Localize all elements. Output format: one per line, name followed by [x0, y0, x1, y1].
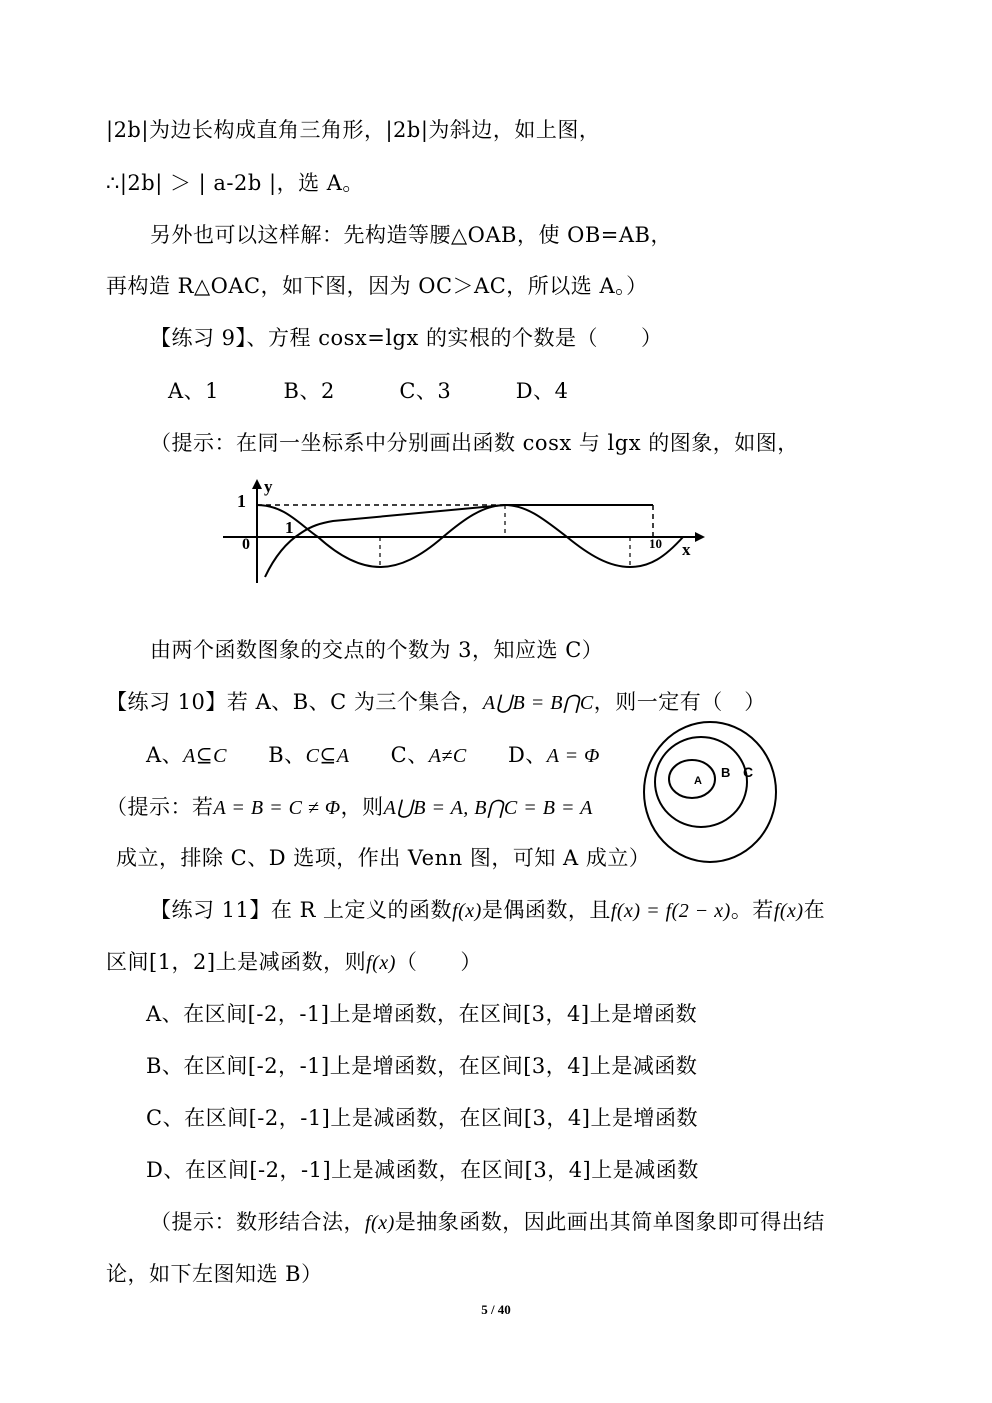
exercise-11-hint-continued: 论，如下左图知选 B） [106, 1262, 323, 1286]
cos-lg-graph [215, 475, 705, 590]
origin-label: 0 [242, 536, 250, 553]
exercise-11-option-d: D、在区间[-2，-1]上是减函数，在区间[3，4]上是减函数 [146, 1158, 699, 1182]
exercise-10-hint-a: （提示：若 [106, 795, 214, 819]
exercise-11-option-b: B、在区间[-2，-1]上是增函数，在区间[3，4]上是减函数 [146, 1054, 698, 1078]
exercise-11-text-a: 【练习 11】在 R 上定义的函数 [150, 898, 453, 922]
ten-label: 10 [649, 536, 662, 551]
exercise-9-hint: （提示：在同一坐标系中分别画出函数 cosx 与 lgx 的图象，如图， [150, 431, 799, 455]
exercise-10-option-b: C⊆A [305, 745, 350, 767]
venn-diagram [640, 720, 780, 865]
venn-label-a: A [694, 775, 702, 787]
exercise-11-text-f: （ ） [395, 950, 482, 974]
exercise-10-option-c-label: C、 [390, 743, 429, 767]
exercise-10-text-b: ，则一定有（ ） [593, 690, 766, 714]
exercise-10-option-c: A≠C [428, 745, 467, 767]
exercise-11-fx-2: f(x) [773, 900, 804, 922]
y-axis-arrow [252, 479, 262, 489]
text-line-2: ∴|2b| ＞ | a-2b |，选 A。 [106, 171, 364, 195]
exercise-10-condition: A⋃B = B⋂C [482, 692, 594, 714]
exercise-11-hint-b: 是抽象函数，因此画出其简单图象即可得出结 [394, 1210, 825, 1234]
exercise-9-question: 【练习 9】、方程 cosx=lgx 的实根的个数是（ ） [150, 326, 663, 350]
exercise-10-options [146, 742, 600, 769]
exercise-10-hint-math-2: A⋃B = A, B⋂C = B = A [383, 797, 593, 819]
exercise-10-option-a-label: A、 [146, 743, 184, 767]
exercise-10-hint-math-1: A = B = C ≠ Φ [213, 797, 341, 819]
venn-set-a [669, 760, 715, 798]
exercise-10-option-a: A⊆C [183, 745, 227, 767]
y-axis-label: y [264, 477, 273, 496]
venn-label-b: B [721, 765, 731, 780]
x-axis-arrow [695, 532, 705, 542]
text-line-3: 另外也可以这样解：先构造等腰△OAB，使 OB=AB， [150, 223, 672, 247]
x-axis-label: x [682, 540, 691, 559]
exercise-11-fx-4: f(x) [365, 1212, 395, 1234]
x-one-label: 1 [285, 518, 294, 537]
venn-label-c: C [743, 764, 754, 780]
exercise-10-option-b-label: B、 [268, 743, 306, 767]
exercise-11-text-d: 在 [803, 898, 826, 922]
exercise-11-fx-1: f(x) [452, 900, 482, 922]
exercise-11-fx-3: f(x) [366, 952, 396, 974]
exercise-10-hint-b: ，则 [340, 795, 384, 819]
text-line-1: |2b|为边长构成直角三角形，|2b|为斜边，如上图， [106, 118, 601, 142]
exercise-11-text-c: 。若 [730, 898, 774, 922]
page-number: 5 / 40 [481, 1302, 511, 1317]
y-one-label: 1 [237, 491, 246, 511]
text-line-4: 再构造 R△OAC，如下图，因为 OC＞AC，所以选 A。） [106, 274, 648, 298]
exercise-11-hint [150, 1209, 825, 1236]
exercise-11-option-c: C、在区间[-2，-1]上是减函数，在区间[3，4]上是增函数 [146, 1106, 698, 1130]
exercise-10-option-d-label: D、 [507, 743, 547, 767]
exercise-11-text-e: 区间[1，2]上是减函数，则 [106, 950, 367, 974]
exercise-10-option-d: A = Φ [546, 745, 600, 767]
exercise-10-question [106, 689, 766, 716]
exercise-11-question-continued [106, 949, 482, 976]
exercise-11-question [150, 897, 825, 924]
exercise-10-hint [106, 794, 593, 821]
exercise-11-option-a: A、在区间[-2，-1]上是增函数，在区间[3，4]上是增函数 [146, 1002, 698, 1026]
exercise-11-equation: f(x) = f(2 − x) [610, 900, 731, 922]
exercise-10-text-a: 【练习 10】若 A、B、C 为三个集合， [106, 690, 483, 714]
exercise-11-text-b: 是偶函数，且 [481, 898, 611, 922]
exercise-11-hint-a: （提示：数形结合法， [150, 1210, 365, 1234]
exercise-9-options: A、1 B、2 C、3 D、4 [168, 379, 569, 403]
exercise-9-conclusion: 由两个函数图象的交点的个数为 3，知应选 C） [150, 638, 604, 662]
exercise-10-hint-continued: 成立，排除 C、D 选项，作出 Venn 图，可知 A 成立） [116, 846, 651, 870]
